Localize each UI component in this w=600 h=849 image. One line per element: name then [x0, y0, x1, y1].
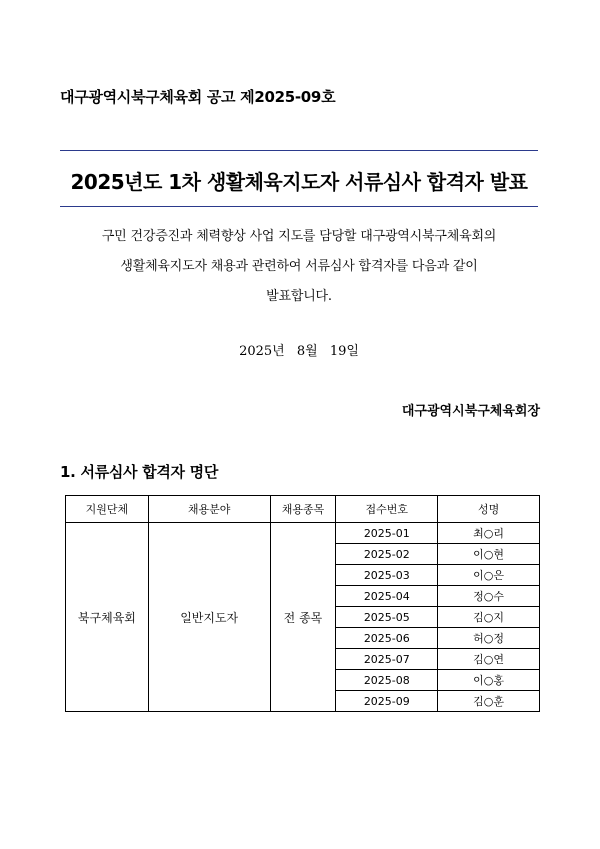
body-line: 발표합니다.	[266, 289, 332, 304]
body-line: 구민 건강증진과 체력향상 사업 지도를 담당할 대구광역시북구체육회의	[101, 229, 497, 244]
applicant-table	[65, 495, 540, 712]
cell-name: 김○연	[438, 649, 540, 670]
cell-organization: 북구체육회	[66, 523, 149, 712]
cell-category: 전 종목	[270, 523, 336, 712]
section-heading: 1. 서류심사 합격자 명단	[60, 463, 219, 481]
title-bottom-rule	[60, 206, 538, 207]
body-line: 생활체육지도자 채용과 관련하여 서류심사 합격자를 다음과 같이	[120, 259, 478, 274]
cell-receipt-number: 2025-04	[336, 586, 438, 607]
title-top-rule	[60, 150, 538, 151]
cell-receipt-number: 2025-06	[336, 628, 438, 649]
cell-name: 이○은	[438, 565, 540, 586]
issuer-name: 대구광역시북구체육회장	[401, 404, 540, 419]
cell-name: 이○홍	[438, 670, 540, 691]
cell-field: 일반지도자	[148, 523, 270, 712]
table-header-row	[66, 496, 540, 523]
table-row	[66, 523, 540, 544]
cell-receipt-number: 2025-03	[336, 565, 438, 586]
cell-name: 이○현	[438, 544, 540, 565]
header-name: 성명	[438, 496, 540, 523]
cell-receipt-number: 2025-05	[336, 607, 438, 628]
cell-receipt-number: 2025-01	[336, 523, 438, 544]
header-field: 채용분야	[148, 496, 270, 523]
cell-receipt-number: 2025-02	[336, 544, 438, 565]
cell-name: 김○훈	[438, 691, 540, 712]
cell-receipt-number: 2025-09	[336, 691, 438, 712]
cell-receipt-number: 2025-07	[336, 649, 438, 670]
cell-name: 최○리	[438, 523, 540, 544]
header-organization: 지원단체	[66, 496, 149, 523]
header-receipt-number: 접수번호	[336, 496, 438, 523]
cell-name: 김○지	[438, 607, 540, 628]
cell-receipt-number: 2025-08	[336, 670, 438, 691]
cell-name: 정○수	[438, 586, 540, 607]
page-title: 2025년도 1차 생활체육지도자 서류심사 합격자 발표	[70, 170, 528, 194]
header-category: 채용종목	[270, 496, 336, 523]
announcement-body	[64, 222, 534, 312]
announcement-date: 2025년 8월 19일	[239, 344, 359, 359]
cell-name: 허○정	[438, 628, 540, 649]
notice-number: 대구광역시북구체육회 공고 제2025-09호	[60, 88, 336, 106]
